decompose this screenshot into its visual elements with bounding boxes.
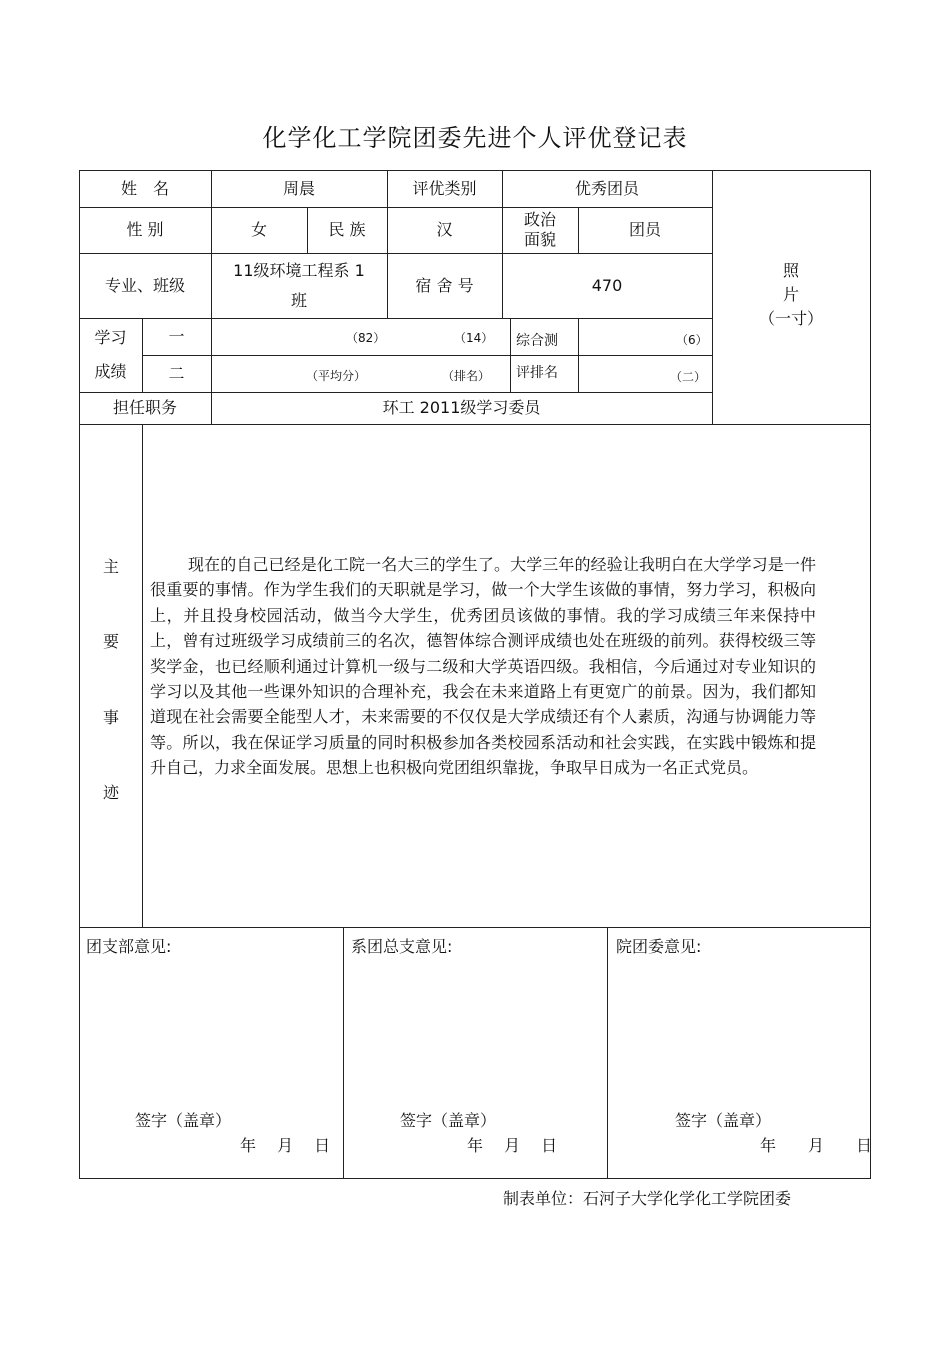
opinion-3-label: 院团委意见: [616, 937, 702, 956]
deeds-char-1: 主 [102, 557, 119, 576]
composite-label: 综合测 [516, 333, 558, 349]
page-title: 化学化工学院团委先进个人评优登记表 [262, 124, 688, 152]
term1-label: 一 [168, 326, 185, 346]
position-value: 环工 2011级学习委员 [382, 398, 541, 417]
political-label [502, 207, 578, 253]
opinion-3-sign: 签字（盖章） [675, 1111, 772, 1130]
deeds-char-4: 迹 [102, 783, 119, 802]
rank1: （14） [454, 331, 494, 345]
category-value: 优秀团员 [574, 178, 639, 198]
name-label: 姓 名 [120, 178, 169, 198]
opinion-1-date: 年 月 日 [240, 1136, 331, 1155]
ethnicity-value: 汉 [436, 220, 453, 239]
footer-issuer: 制表单位：石河子大学化学化工学院团委 [503, 1189, 792, 1208]
photo-line3: （一寸） [758, 309, 823, 328]
gender-label: 性 别 [126, 220, 164, 239]
opinion-3-date: 年 月 日 [760, 1136, 873, 1155]
dorm-value: 470 [591, 275, 623, 295]
position-label: 担任职务 [112, 398, 177, 417]
major-class-label: 专业、班级 [104, 275, 185, 295]
deeds-char-2: 要 [102, 632, 119, 651]
ethnicity-label: 民 族 [328, 220, 366, 239]
opinion-2-date: 年 月 日 [467, 1136, 558, 1155]
grades-label: 成绩 [94, 362, 127, 381]
composite-rank-label: 评排名 [516, 365, 558, 381]
political-label-line2: 面貌 [523, 230, 556, 249]
political-label-line1: 政治 [523, 210, 556, 229]
category-label: 评优类别 [412, 178, 477, 198]
opinion-1-sign: 签字（盖章） [135, 1111, 232, 1130]
rank-label: （排名） [442, 369, 491, 383]
opinion-2-sign: 签字（盖章） [400, 1111, 497, 1130]
opinion-2-label: 系团总支意见: [351, 937, 453, 956]
composite-value2: （二） [670, 370, 707, 384]
photo-line2: 片 [782, 285, 799, 304]
term2-label: 二 [168, 363, 185, 383]
major-class-value [211, 253, 387, 318]
study-label: 学习 [94, 328, 127, 347]
political-value: 团员 [628, 220, 661, 239]
name-value: 周晨 [282, 178, 315, 198]
composite-value1: （6） [676, 333, 708, 347]
major-line2: 班 [290, 290, 307, 310]
deeds-text: 现在的自己已经是化工院一名大三的学生了。大学三年的经验让我明白在大学学习是一件很重要的事情。作为学生我们的天职就是学习，做一个大学生该做的事情，努力学习，积极向上，并且投身校园活动，做当今大学生，优秀团员该做的事情。我的学习成绩三年来保持中上，曾有过班级学习成绩前三的名次，德智体综合测评成绩也处在班级的前列。获得校级三等奖学金，也已经顺利通过计算机一级与二级和大学英语四级。我相信，今后通过对专业知识的学习以及其他一些课外知识的合理补充，我会在未来道路上有更宽广的前景。因为，我们都知道现在社会需要全能型人才，未来需要的不仅仅是大学成绩还有个人素质，沟通与协调能力等等。所以，我在保证学习质量的同时积极参加各类校园系活动和社会实践，在实践中锻炼和提升自己，力求全面发展。思想上也积极向党团组织靠拢，争取早日成为一名正式党员。 [150, 555, 816, 778]
major-line1: 11级环境工程系 1 [233, 260, 365, 280]
photo-line1: 照 [782, 261, 799, 280]
score1: （82） [346, 331, 386, 345]
dorm-label: 宿 舍 号 [415, 275, 474, 295]
avg-score-label: （平均分） [306, 369, 367, 383]
photo-placeholder [712, 255, 870, 335]
deeds-char-3: 事 [102, 708, 119, 727]
opinion-1-label: 团支部意见: [86, 937, 172, 956]
gender-value: 女 [250, 220, 267, 239]
